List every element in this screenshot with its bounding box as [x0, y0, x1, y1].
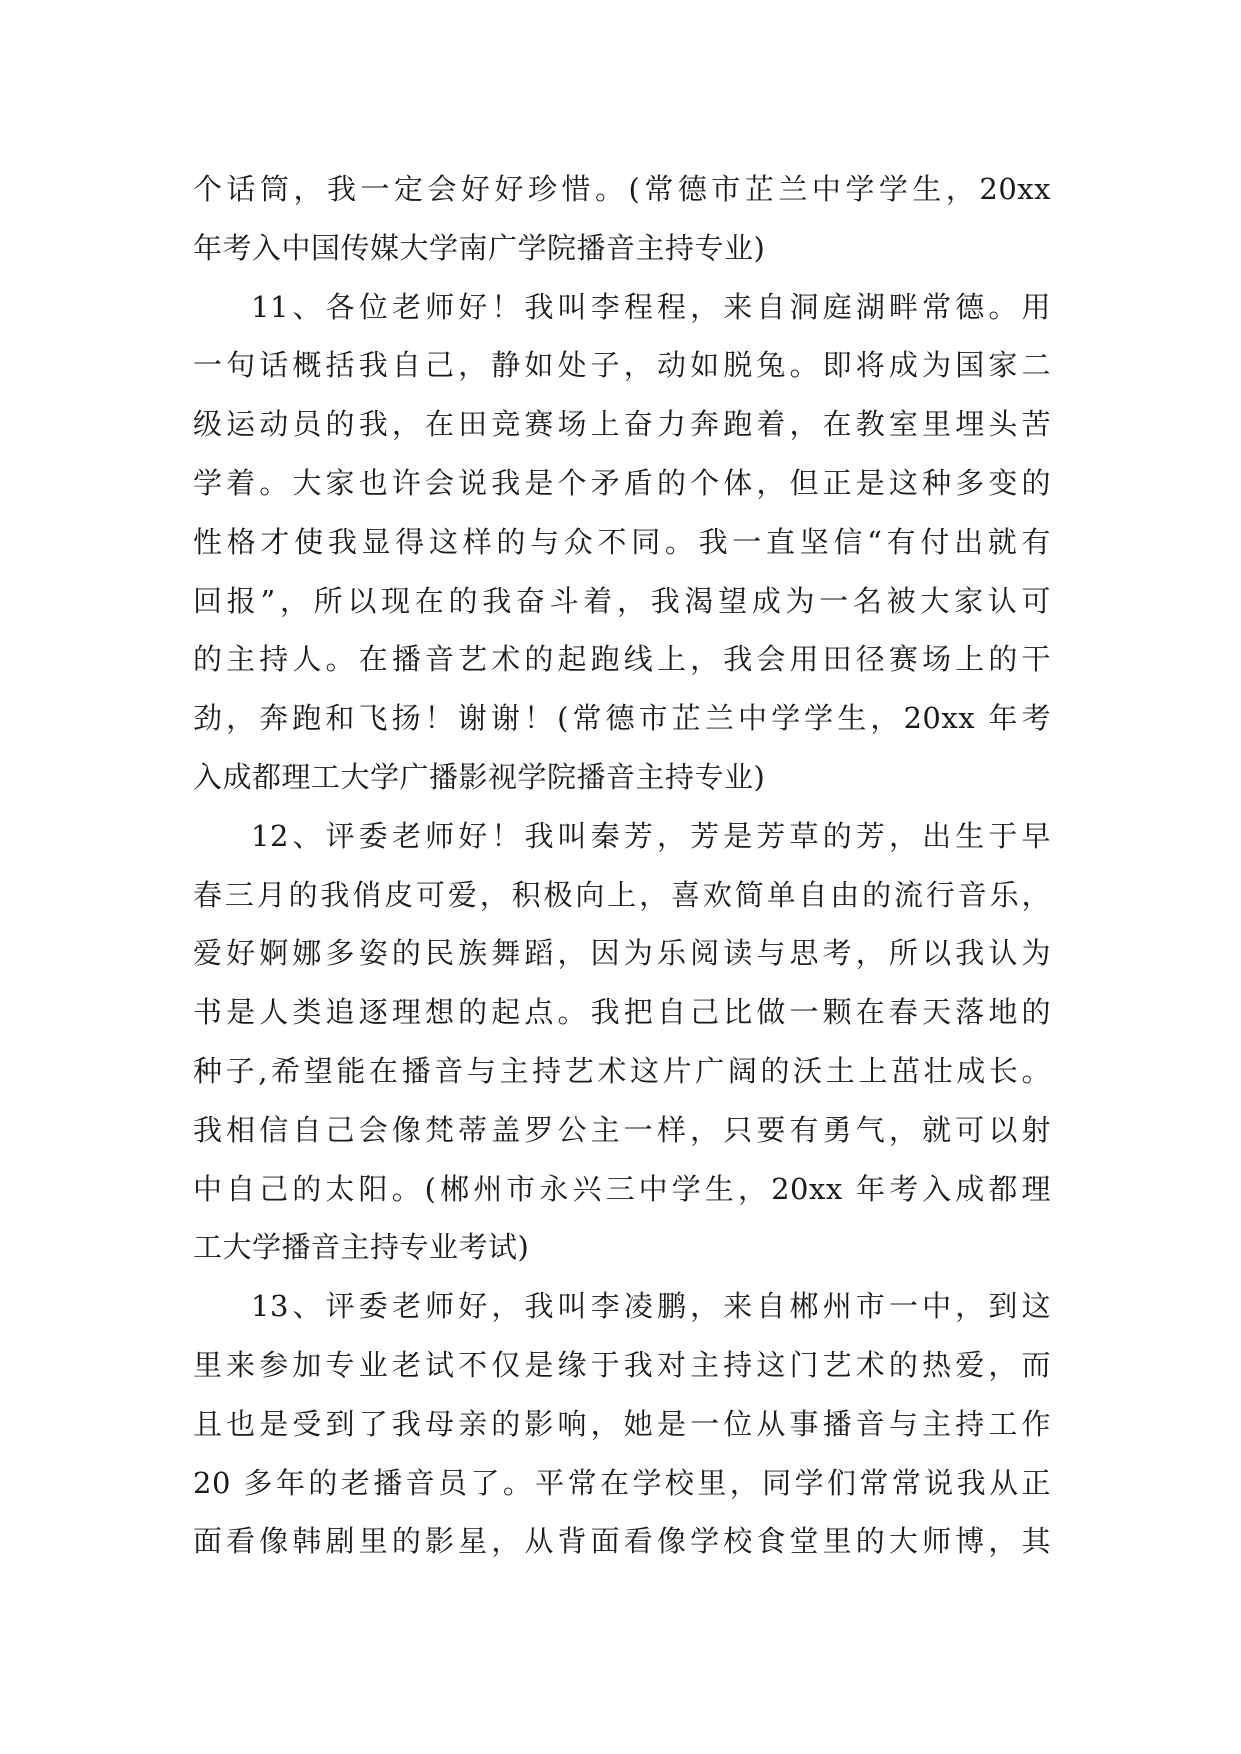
text-line: 级运动员的我，在田竞赛场上奋力奔跑着，在教室里埋头苦 — [193, 407, 1051, 442]
text-line: 且也是受到了我母亲的影响，她是一位从事播音与主持工作 — [193, 1406, 1051, 1441]
text-line: 中自己的太阳。(郴州市永兴三中学生，20xx 年考入成都理 — [193, 1171, 1051, 1206]
text-line: 种子,希望能在播音与主持艺术这片广阔的沃土上茁壮成长。 — [193, 1053, 1051, 1088]
text-line: 回报”，所以现在的我奋斗着，我渴望成为一名被大家认可 — [193, 583, 1051, 618]
text-line: 劲，奔跑和飞扬！谢谢！(常德市芷兰中学学生，20xx 年考 — [193, 701, 1051, 736]
paragraph-start-line: 13、评委老师好，我叫李凌鹏，来自郴州市一中，到这 — [251, 1289, 1051, 1324]
text-line: 里来参加专业老试不仅是缘于我对主持这门艺术的热爱，而 — [193, 1347, 1051, 1382]
document-body — [193, 160, 1051, 1571]
text-line: 工大学播音主持专业考试) — [193, 1230, 530, 1265]
text-line: 我相信自己会像梵蒂盖罗公主一样，只要有勇气，就可以射 — [193, 1112, 1051, 1147]
text-line: 书是人类追逐理想的起点。我把自己比做一颗在春天落地的 — [193, 995, 1051, 1030]
text-line: 20 多年的老播音员了。平常在学校里，同学们常常说我从正 — [193, 1465, 1051, 1500]
text-line: 入成都理工大学广播影视学院播音主持专业) — [193, 759, 766, 794]
text-line: 年考入中国传媒大学南广学院播音主持专业) — [193, 230, 766, 265]
text-line: 春三月的我俏皮可爱，积极向上，喜欢简单自由的流行音乐， — [193, 877, 1051, 912]
paragraph-start-line: 12、评委老师好！我叫秦芳，芳是芳草的芳，出生于早 — [251, 818, 1051, 853]
text-line: 学着。大家也许会说我是个矛盾的个体，但正是这种多变的 — [193, 465, 1051, 500]
paragraph-start-line: 11、各位老师好！我叫李程程，来自洞庭湖畔常德。用 — [251, 289, 1051, 324]
text-line: 面看像韩剧里的影星，从背面看像学校食堂里的大师博，其 — [193, 1524, 1051, 1559]
text-line: 的主持人。在播音艺术的起跑线上，我会用田径赛场上的干 — [193, 642, 1051, 677]
text-line: 性格才使我显得这样的与众不同。我一直坚信“有付出就有 — [193, 524, 1051, 559]
text-line: 爱好婀娜多姿的民族舞蹈，因为乐阅读与思考，所以我认为 — [193, 936, 1051, 971]
text-line: 一句话概括我自己，静如处子，动如脱兔。即将成为国家二 — [193, 348, 1051, 383]
text-line: 个话筒，我一定会好好珍惜。(常德市芷兰中学学生，20xx — [193, 172, 1051, 206]
